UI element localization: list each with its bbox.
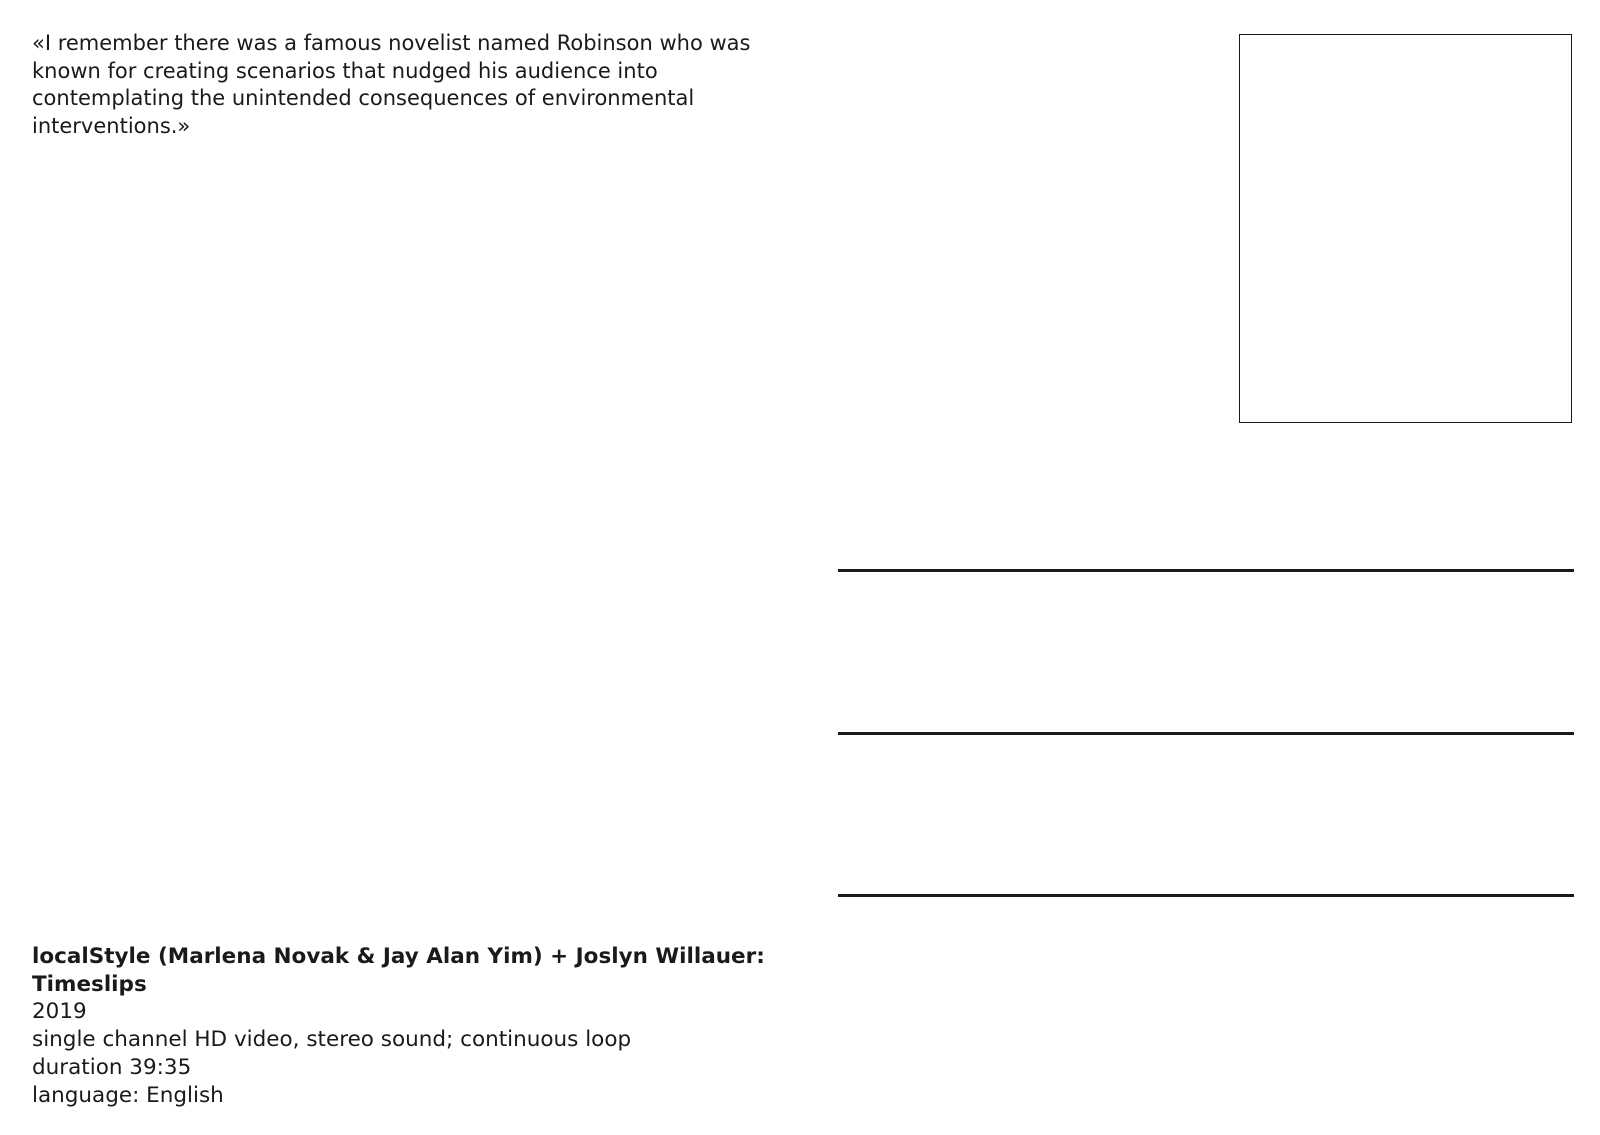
address-line (838, 569, 1574, 572)
work-medium: single channel HD video, stereo sound; continuous loop (32, 1027, 632, 1053)
postcard-quote: «I remember there was a famous novelist named Robinson who was known for creating scenarios that nudged his audience into contemplating the unintended consequences of environmental interventions.» (32, 31, 751, 138)
address-line (838, 894, 1574, 897)
work-duration: duration 39:35 (32, 1054, 192, 1080)
work-info (32, 943, 812, 1109)
work-language: language: English (32, 1082, 224, 1108)
stamp-box (1239, 34, 1572, 423)
work-title: localStyle (Marlena Novak & Jay Alan Yim) + Joslyn Willauer: Timeslips (32, 944, 765, 997)
work-year: 2019 (32, 999, 87, 1025)
address-line (838, 732, 1574, 735)
